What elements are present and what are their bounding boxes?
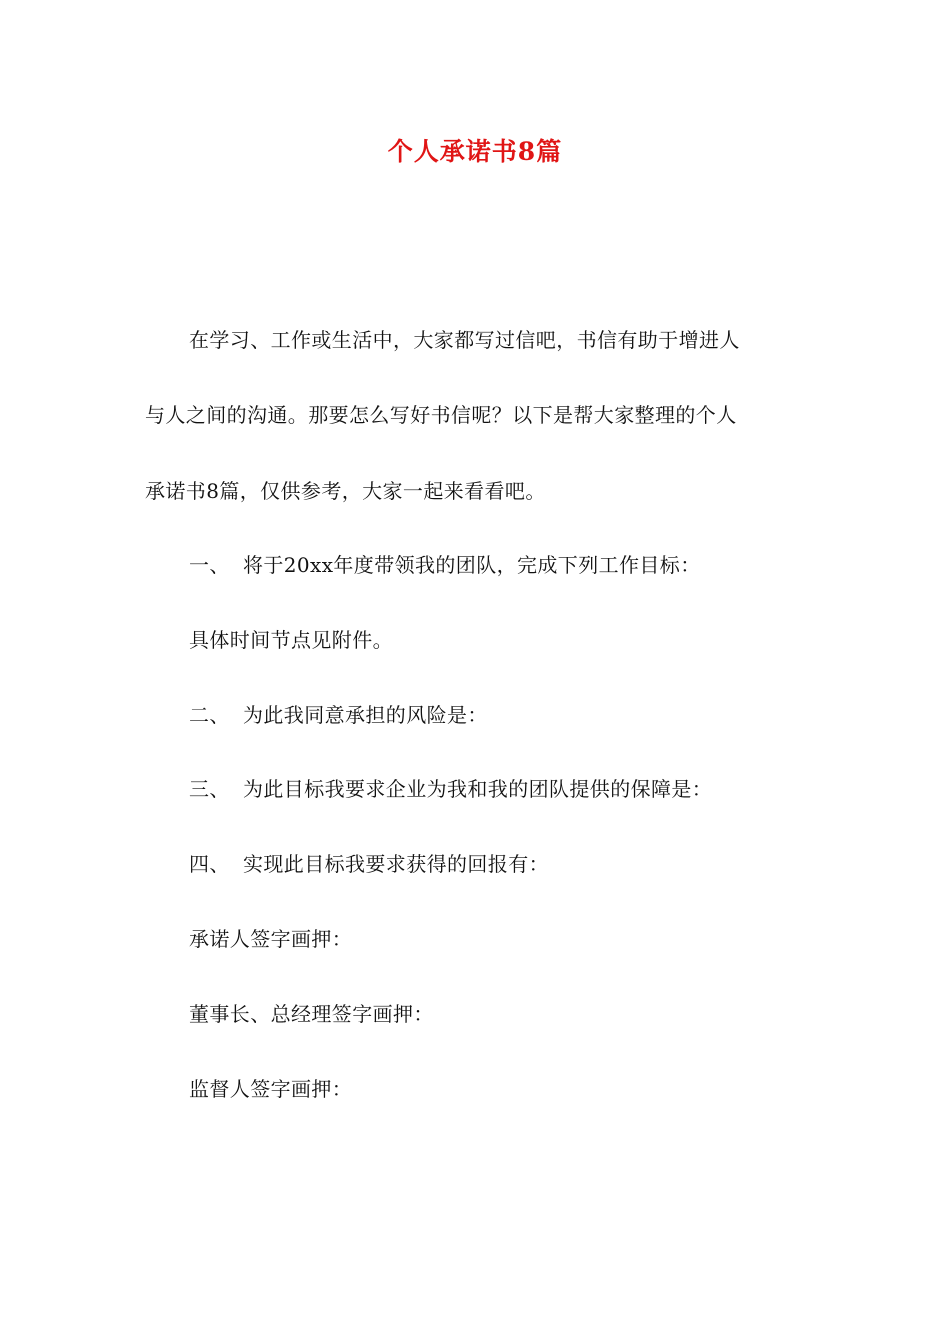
item-2-text: 为此我同意承担的风险是：: [243, 703, 488, 727]
item-2-number: 二、: [189, 703, 230, 727]
intro-line-1: 在学习、工作或生活中，大家都写过信吧，书信有助于增进人: [189, 328, 740, 352]
item-3: [189, 775, 712, 803]
item-1-text: 将于20xx年度带领我的团队，完成下列工作目标：: [243, 553, 701, 577]
signature-chairman: 董事长、总经理签字画押：: [189, 1002, 434, 1026]
item-1-number: 一、: [189, 553, 230, 577]
item-3-number: 三、: [189, 777, 230, 801]
intro-line-3: 承诺书8篇，仅供参考，大家一起来看看吧。: [145, 479, 546, 503]
item-4-text: 实现此目标我要求获得的回报有：: [243, 852, 549, 876]
intro-line-2: 与人之间的沟通。那要怎么写好书信呢？以下是帮大家整理的个人: [145, 403, 737, 427]
item-3-text: 为此目标我要求企业为我和我的团队提供的保障是：: [243, 777, 713, 801]
item-attachment-note: 具体时间节点见附件。: [189, 628, 393, 652]
item-1: [189, 551, 701, 579]
item-4: [189, 850, 549, 878]
item-2: [189, 701, 488, 729]
item-4-number: 四、: [189, 852, 230, 876]
signature-supervisor: 监督人签字画押：: [189, 1077, 353, 1101]
document-title: 个人承诺书8篇: [387, 137, 563, 166]
signature-promisor: 承诺人签字画押：: [189, 927, 353, 951]
